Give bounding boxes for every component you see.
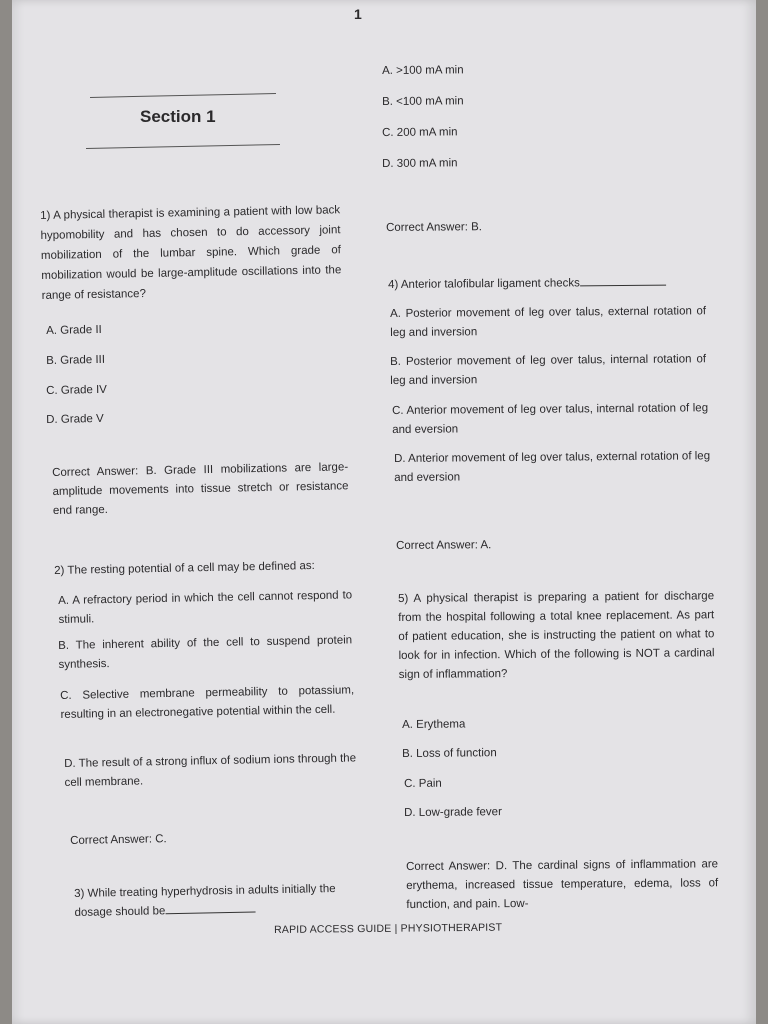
q2-answer: Correct Answer: C. — [70, 833, 167, 847]
section-title: Section 1 — [140, 107, 216, 126]
q1-question: 1) A physical therapist is examining a patient with low back hypomobility and has chosen to do accessory joint mobilization of the lumbar spine. Which grade of mobilization would be large-amplitude oscillations into the range of resistance? — [40, 204, 342, 302]
q5-answer: Correct Answer: D. The cardinal signs of inflammation are erythema, increased tissue temperature, edema, loss of function, and pain. Low- — [406, 858, 719, 911]
q4-option-c: C. Anterior movement of leg over talus, internal rotation of leg and eversion — [392, 402, 709, 436]
document-page — [12, 0, 756, 1024]
section-rule-bottom — [86, 144, 280, 149]
q2-option-c: C. Selective membrane permeability to potassium, resulting in an electronegative potential within the cell. — [60, 684, 355, 721]
q2-option-a: A. A refractory period in which the cell cannot respond to stimuli. — [58, 589, 353, 626]
q3-option-c: C. 200 mA min — [382, 126, 458, 139]
q4-answer: Correct Answer: A. — [396, 539, 492, 552]
section-rule-top — [90, 93, 276, 98]
q5-option-b: B. Loss of function — [402, 747, 497, 760]
q5-option-d: D. Low-grade fever — [404, 806, 502, 819]
q3-option-d: D. 300 mA min — [382, 157, 458, 170]
q4-option-b: B. Posterior movement of leg over talus, internal rotation of leg and inversion — [390, 353, 707, 387]
q4-option-a: A. Posterior movement of leg over talus, external rotation of leg and inversion — [390, 305, 707, 339]
q3-option-a: A. >100 mA min — [382, 64, 464, 77]
q2-option-d: D. The result of a strong influx of sodium ions through the cell membrane. — [64, 752, 357, 789]
q4-question — [388, 273, 728, 295]
q1-option-a: A. Grade II — [46, 323, 102, 337]
q2-option-b: B. The inherent ability of the cell to suspend protein synthesis. — [58, 634, 353, 671]
page-footer: RAPID ACCESS GUIDE | PHYSIOTHERAPIST — [274, 921, 503, 936]
q2-question: 2) The resting potential of a cell may be defined as: — [54, 559, 315, 577]
q1-option-d: D. Grade V — [46, 412, 104, 426]
q4-answer-blank — [580, 274, 666, 287]
q5-option-c: C. Pain — [404, 777, 442, 790]
page-number: 1 — [354, 6, 362, 22]
q3-question-text: 3) While treating hyperhydrosis in adults initially the dosage should be — [74, 882, 336, 919]
q1-answer: Correct Answer: B. Grade III mobilizations are large-amplitude movements into tissue stretch or resistance end range. — [52, 461, 349, 517]
q3-answer-blank — [165, 901, 255, 915]
q5-option-a: A. Erythema — [402, 718, 466, 731]
q4-question-text: 4) Anterior talofibular ligament checks — [388, 277, 580, 291]
q3-question — [74, 879, 375, 923]
q3-option-b: B. <100 mA min — [382, 95, 464, 108]
q1-option-b: B. Grade III — [46, 353, 106, 367]
q1-option-c: C. Grade IV — [46, 383, 107, 397]
q3-answer: Correct Answer: B. — [386, 221, 483, 234]
q4-option-d: D. Anterior movement of leg over talus, external rotation of leg and eversion — [394, 450, 711, 484]
q5-question: 5) A physical therapist is preparing a patient for discharge from the hospital following a total knee replacement. As part of patient education, she is instructing the patient on what to look for in infection. Which of the following is NOT a cardinal sign of inflammation? — [398, 590, 715, 681]
